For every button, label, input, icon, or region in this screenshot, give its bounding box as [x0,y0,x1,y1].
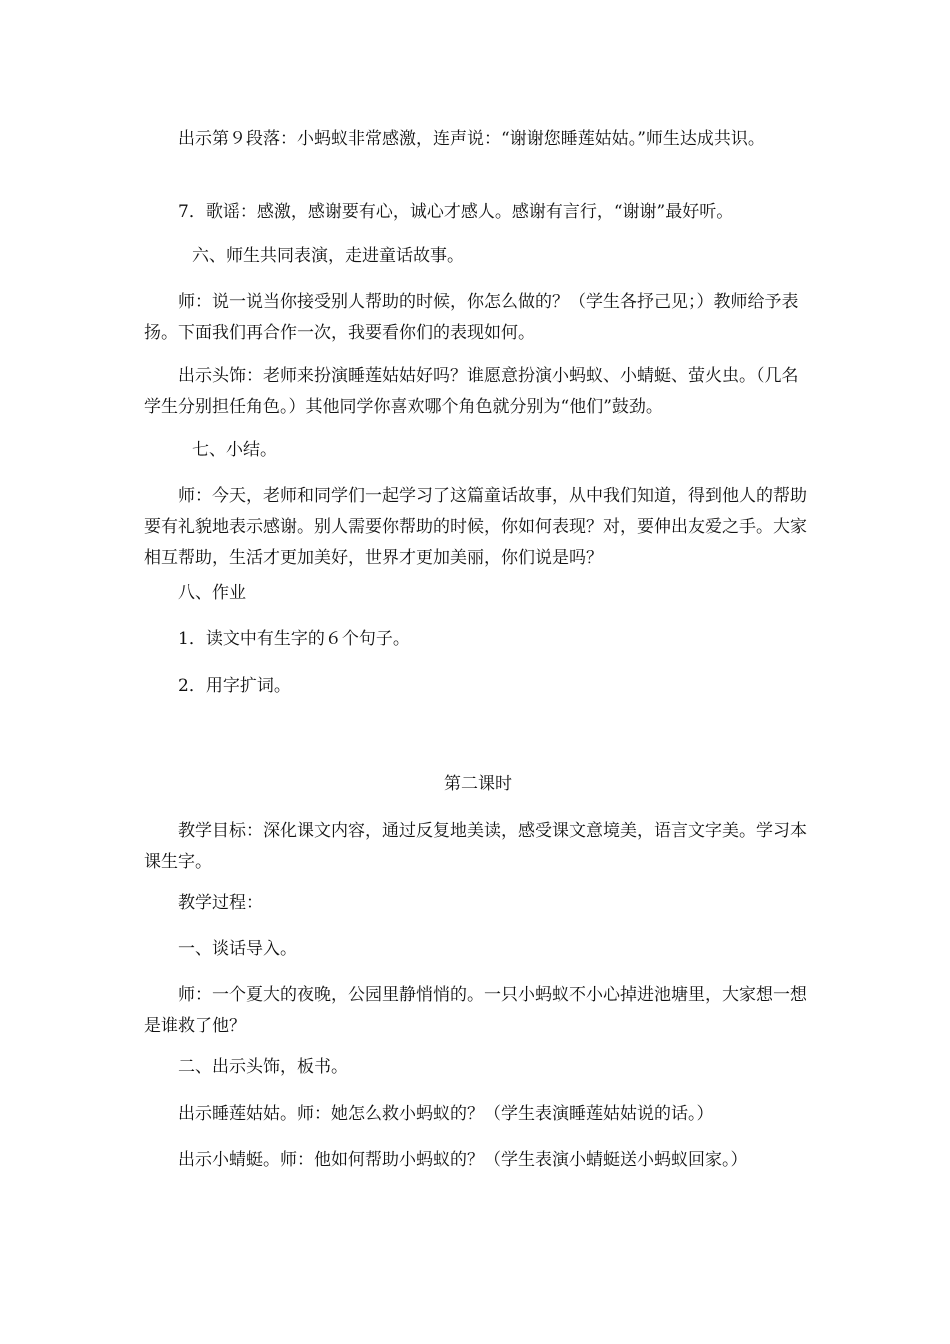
section-heading-6: 六、师生共同表演，走进童话故事。 [192,246,464,266]
paragraph-1: 出示第９段落：小蚂蚁非常感激，连声说：“谢谢您睡莲姑姑。”师生达成共识。 [178,129,765,149]
section-heading-2: 二、出示头饰，板书。 [178,1057,348,1077]
section-heading-7: 七、小结。 [192,440,277,460]
homework-item-1: 1．读文中有生字的６个句子。 [178,629,410,649]
paragraph-3: 师：说一说当你接受别人帮助的时候，你怎么做的？（学生各抒己见；）教师给予表扬。下面我们再合作一次，我要看你们的表现如何。 [144,292,799,343]
paragraph-6: 教学目标：深化课文内容，通过反复地美读，感受课文意境美，语言文字美。学习本课生字。 [144,821,807,872]
lesson-title: 第二课时 [444,774,512,794]
paragraph-2: 7．歌谣：感激，感谢要有心，诚心才感人。感谢有言行，“谢谢”最好听。 [178,202,734,222]
homework-item-2: 2．用字扩词。 [178,676,291,696]
paragraph-8: 师：一个夏大的夜晚，公园里静悄悄的。一只小蚂蚁不小心掉进池塘里，大家想一想是谁救了他？ [144,985,807,1036]
paragraph-7: 教学过程： [178,893,263,913]
paragraph-10: 出示小蜻蜓。师：他如何帮助小蚂蚁的？（学生表演小蜻蜓送小蚂蚁回家。） [178,1150,748,1170]
section-heading-1: 一、谈话导入。 [178,939,297,959]
paragraph-9: 出示睡莲姑姑。师：她怎么救小蚂蚁的？（学生表演睡莲姑姑说的话。） [178,1104,714,1124]
paragraph-5: 师：今天，老师和同学们一起学习了这篇童话故事，从中我们知道，得到他人的帮助要有礼貌地表示感谢。别人需要你帮助的时候，你如何表现？对，要伸出友爱之手。大家相互帮助，生活才更加美好，世界才更加美丽，你们说是吗？ [144,486,807,568]
paragraph-4: 出示头饰：老师来扮演睡莲姑姑好吗？谁愿意扮演小蚂蚁、小蜻蜓、萤火虫。（几名学生分别担任角色。）其他同学你喜欢哪个角色就分别为“他们”鼓劲。 [144,366,799,417]
section-heading-8: 八、作业 [178,583,246,603]
